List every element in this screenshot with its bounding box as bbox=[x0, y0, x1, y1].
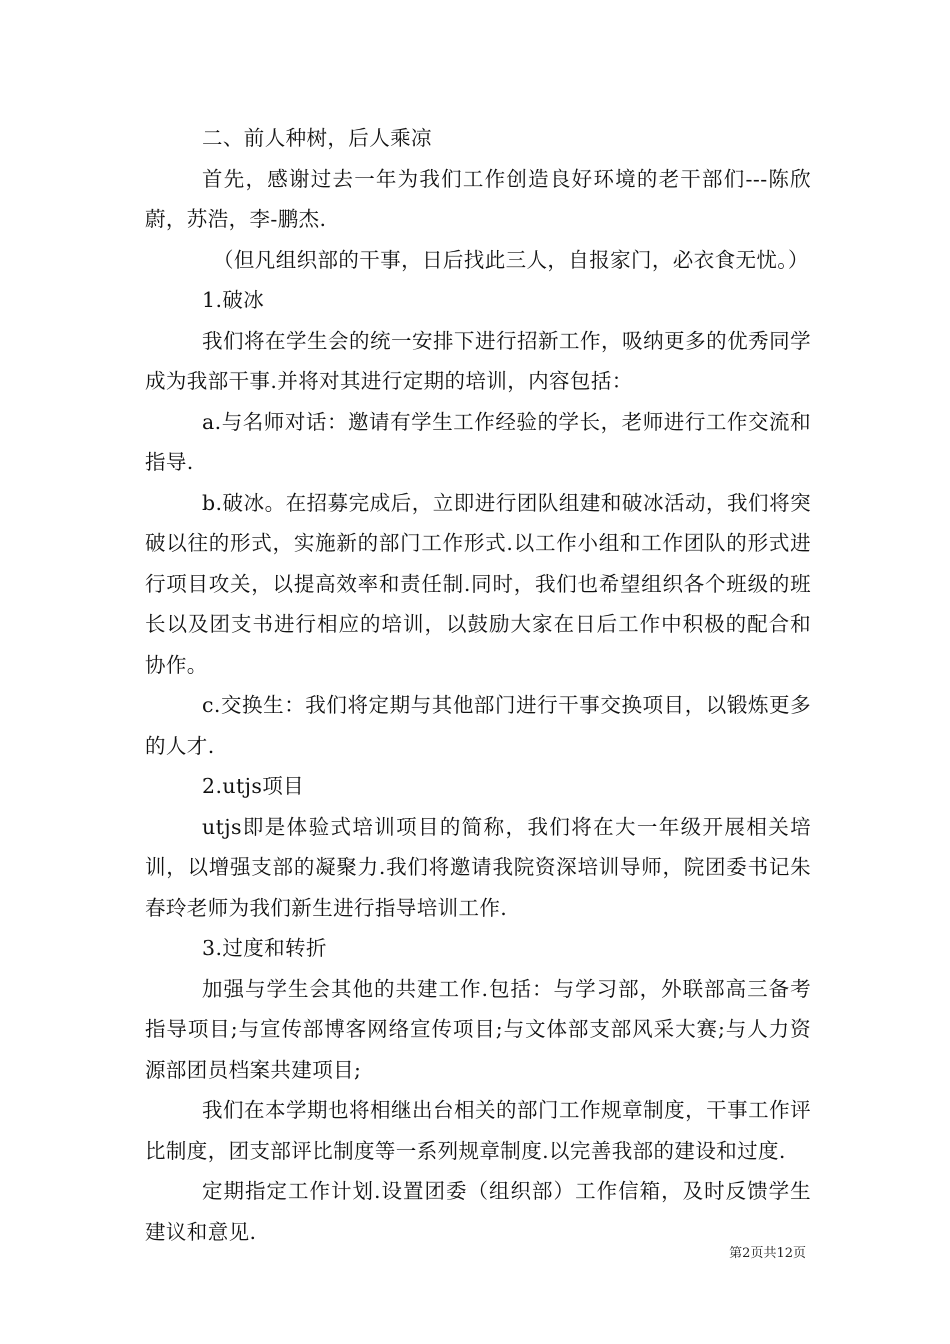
paragraph: utjs即是体验式培训项目的简称，我们将在大一年级开展相关培训，以增强支部的凝聚力.我们将邀请我院资深培训导师，院团委书记朱春玲老师为我们新生进行指导培训工作. bbox=[145, 814, 811, 920]
paragraph: 首先，感谢过去一年为我们工作创造良好环境的老干部们---陈欣蔚，苏浩，李-鹏杰. bbox=[145, 166, 811, 231]
paragraph: 加强与学生会其他的共建工作.包括：与学习部，外联部高三备考指导项目;与宣传部博客网络宣传项目;与文体部支部风采大赛;与人力资源部团员档案共建项目; bbox=[145, 976, 811, 1082]
document-body bbox=[145, 118, 811, 1252]
section-heading: 二、前人种树，后人乘凉 bbox=[202, 126, 432, 150]
subheading: 2.utjs项目 bbox=[202, 774, 305, 798]
list-item: c.交换生：我们将定期与其他部门进行干事交换项目，以锻炼更多的人才. bbox=[145, 693, 811, 758]
paragraph: 我们在本学期也将相继出台相关的部门工作规章制度，干事工作评比制度，团支部评比制度等一系列规章制度.以完善我部的建设和过度. bbox=[145, 1098, 811, 1163]
paragraph: 定期指定工作计划.设置团委（组织部）工作信箱，及时反馈学生建议和意见. bbox=[145, 1179, 811, 1244]
paragraph: 我们将在学生会的统一安排下进行招新工作，吸纳更多的优秀同学成为我部干事.并将对其进行定期的培训，内容包括： bbox=[145, 328, 811, 393]
paragraph: （但凡组织部的干事，日后找此三人，自报家门，必衣食无忧。） bbox=[213, 247, 809, 272]
list-item: a.与名师对话：邀请有学生工作经验的学长，老师进行工作交流和指导. bbox=[145, 409, 811, 474]
subheading: 3.过度和转折 bbox=[202, 936, 327, 960]
page-number: 第2页共12页 bbox=[729, 1246, 806, 1261]
subheading: 1.破冰 bbox=[202, 288, 265, 312]
list-item: b.破冰。在招募完成后，立即进行团队组建和破冰活动，我们将突破以往的形式，实施新的部门工作形式.以工作小组和工作团队的形式进行项目攻关，以提高效率和责任制.同时，我们也希望组织各个班级的班长以及团支书进行相应的培训，以鼓励大家在日后工作中积极的配合和协作。 bbox=[145, 490, 811, 677]
